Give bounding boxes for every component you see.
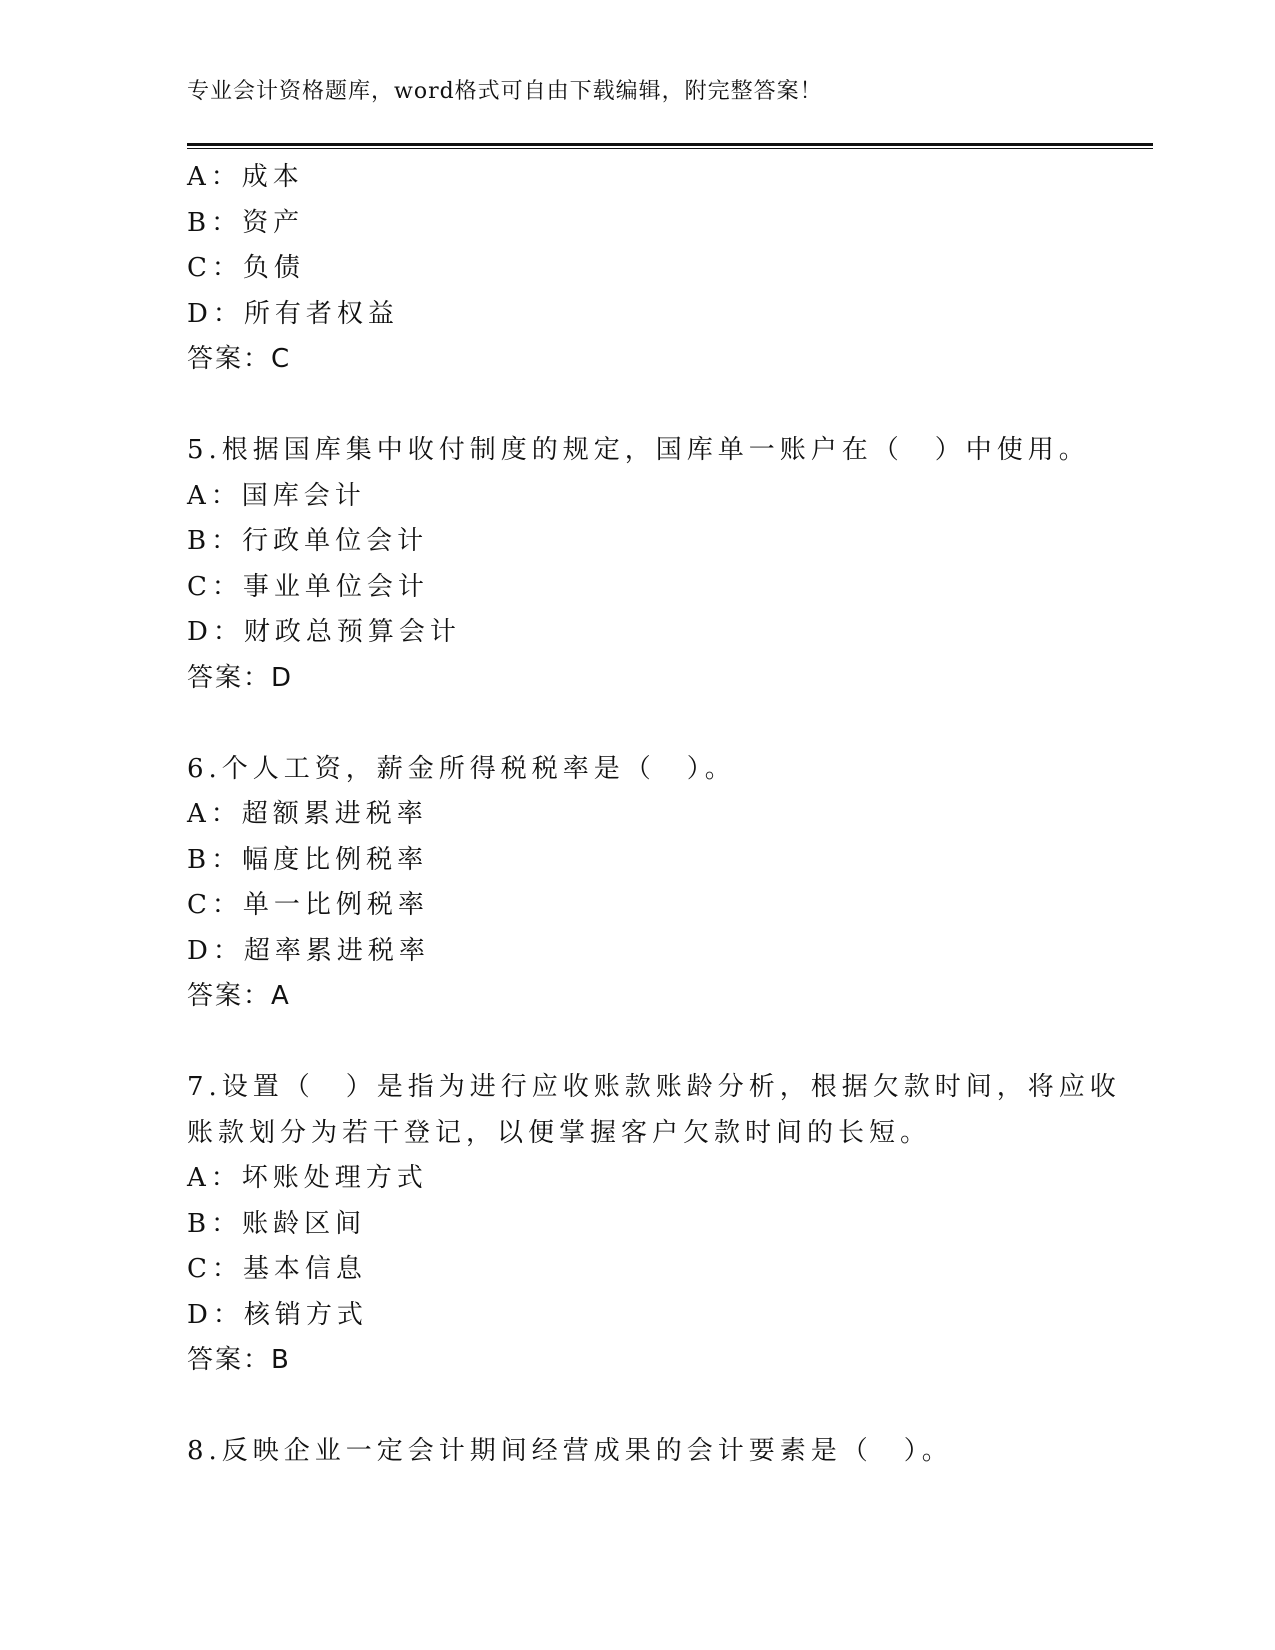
option-c: C：事业单位会计 <box>187 571 429 602</box>
question-stem: 8.反映企业一定会计期间经营成果的会计要素是（ ）。 <box>187 1436 953 1466</box>
answer-line: 答案：B <box>187 1345 291 1375</box>
question-8-block <box>187 1429 1087 1475</box>
spacer <box>187 701 1087 747</box>
question-stem-line-2: 账款划分为若干登记，以便掌握客户欠款时间的长短。 <box>187 1117 932 1148</box>
spacer <box>187 1020 1087 1066</box>
option-c: C：基本信息 <box>187 1254 367 1284</box>
option-b: B：账龄区间 <box>187 1208 367 1239</box>
option-d: D：财政总预算会计 <box>187 617 461 647</box>
option-a: A：国库会计 <box>187 480 366 511</box>
question-stem-line-1: 7.设置（ ）是指为进行应收账款账龄分析，根据欠款时间，将应收 <box>187 1072 1121 1102</box>
option-c: C：单一比例税率 <box>187 890 429 920</box>
option-d: D：超率累进税率 <box>187 935 430 966</box>
option-b: B：行政单位会计 <box>187 526 429 556</box>
option-c: C：负债 <box>187 253 305 283</box>
answer-line: 答案：D <box>187 662 294 693</box>
spacer <box>187 1384 1087 1430</box>
option-a: A：坏账处理方式 <box>187 1163 428 1193</box>
question-list <box>187 155 1121 1475</box>
page-header: 专业会计资格题库，word格式可自由下载编辑，附完整答案！ <box>187 79 823 104</box>
question-4-block <box>187 155 1087 383</box>
answer-line: 答案：A <box>187 981 291 1011</box>
option-b: B：资产 <box>187 207 305 238</box>
answer-line: 答案：C <box>187 344 292 374</box>
option-b: B：幅度比例税率 <box>187 844 429 875</box>
question-5-block <box>187 428 1090 701</box>
option-d: D：核销方式 <box>187 1299 368 1330</box>
question-stem: 5.根据国库集中收付制度的规定，国库单一账户在（ ）中使用。 <box>187 435 1090 465</box>
header-rule <box>187 143 1153 149</box>
question-6-block <box>187 747 1087 1020</box>
spacer <box>187 383 1087 429</box>
option-a: A：超额累进税率 <box>187 799 428 829</box>
option-d: D：所有者权益 <box>187 298 399 329</box>
question-7-block <box>187 1065 1121 1384</box>
question-stem: 6.个人工资，薪金所得税税率是（ ）。 <box>187 753 736 784</box>
option-a: A：成本 <box>187 162 304 192</box>
